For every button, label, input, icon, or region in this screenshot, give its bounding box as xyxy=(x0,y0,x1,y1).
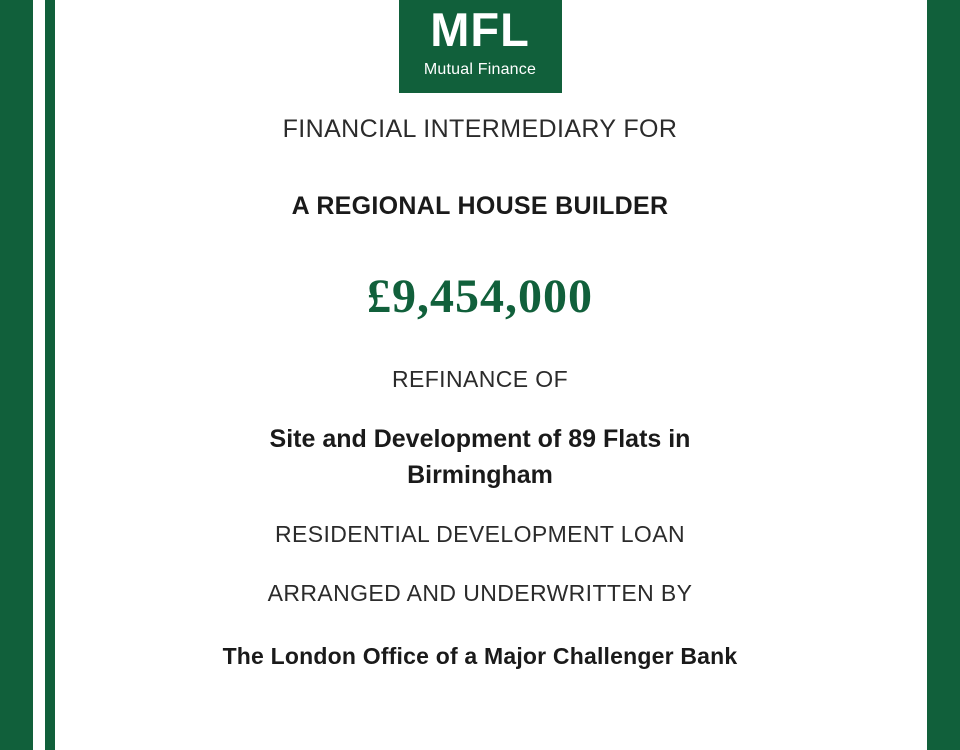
lender-name: The London Office of a Major Challenger Bank xyxy=(222,643,738,669)
project-detail: Site and Development of 89 Flats in Birmingham xyxy=(269,425,691,489)
right-green-band xyxy=(927,0,960,750)
tombstone-content xyxy=(60,0,900,750)
arranged-label: ARRANGED AND UNDERWRITTEN BY xyxy=(267,580,693,606)
loan-type: RESIDENTIAL DEVELOPMENT LOAN xyxy=(275,521,685,547)
intro-line: FINANCIAL INTERMEDIARY FOR xyxy=(282,115,678,143)
client-name: A REGIONAL HOUSE BUILDER xyxy=(291,192,669,220)
left-white-gap xyxy=(33,0,45,750)
left-green-band xyxy=(0,0,33,750)
logo-mark-text: MFL xyxy=(430,3,530,56)
purpose-label: REFINANCE OF xyxy=(391,366,569,392)
left-green-band-secondary xyxy=(45,0,55,750)
logo-subtitle-text: Mutual Finance xyxy=(423,61,537,78)
mfl-logo xyxy=(399,0,562,93)
deal-amount: £9,454,000 xyxy=(367,270,593,323)
